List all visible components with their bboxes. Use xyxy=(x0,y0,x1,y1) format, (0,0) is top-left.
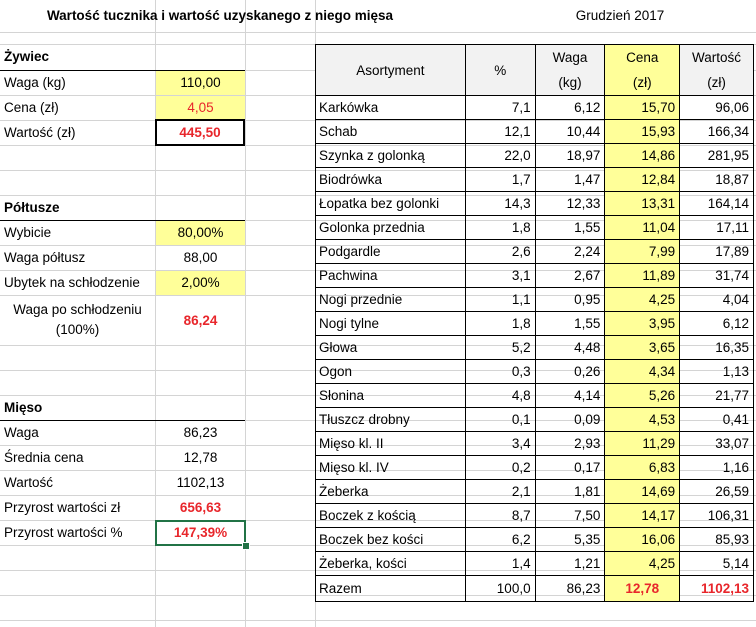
table-row xyxy=(316,552,754,576)
sheet-date: Grudzień 2017 xyxy=(575,8,665,23)
header-asortyment: Asortyment xyxy=(316,45,466,96)
row-name: Pachwina xyxy=(316,264,466,288)
row-cena[interactable]: 4,25 xyxy=(605,552,680,576)
table-row xyxy=(316,96,754,120)
row-wartosc[interactable]: 21,77 xyxy=(680,384,754,408)
table-row xyxy=(316,216,754,240)
row-name: Boczek bez kości xyxy=(316,528,466,552)
row-cena[interactable]: 14,86 xyxy=(605,144,680,168)
table-row xyxy=(316,168,754,192)
row-wartosc[interactable]: 5,14 xyxy=(680,552,754,576)
row-pct[interactable]: 1,8 xyxy=(465,216,535,240)
row-wartosc[interactable]: 0,41 xyxy=(680,408,754,432)
row-cena[interactable]: 11,04 xyxy=(605,216,680,240)
row-cena[interactable]: 11,89 xyxy=(605,264,680,288)
header-wartosc-unit: (zł) xyxy=(680,70,754,96)
row-name: Głowa xyxy=(316,336,466,360)
row-waga[interactable]: 2,67 xyxy=(535,264,605,288)
row-name: Nogi tylne xyxy=(316,312,466,336)
row-waga[interactable]: 1,21 xyxy=(535,552,605,576)
row-pct[interactable]: 22,0 xyxy=(465,144,535,168)
row-pct[interactable]: 14,3 xyxy=(465,192,535,216)
header-cena-unit: (zł) xyxy=(605,70,680,96)
row-wartosc[interactable]: 26,59 xyxy=(680,480,754,504)
table-row xyxy=(316,528,754,552)
row-wartosc[interactable]: 166,34 xyxy=(680,120,754,144)
row-cena[interactable]: 14,69 xyxy=(605,480,680,504)
row-name: Boczek z kością xyxy=(316,504,466,528)
zywiec-cena-label: Cena (zł) xyxy=(4,100,59,115)
total-waga[interactable]: 86,23 xyxy=(535,576,605,602)
row-pct[interactable]: 0,3 xyxy=(465,360,535,384)
header-wartosc: Wartość xyxy=(680,45,754,70)
table-row xyxy=(316,120,754,144)
zywiec-waga-label: Waga (kg) xyxy=(4,75,66,90)
table-row xyxy=(316,360,754,384)
table-row xyxy=(316,192,754,216)
row-name: Łopatka bez golonki xyxy=(316,192,466,216)
row-waga[interactable]: 2,24 xyxy=(535,240,605,264)
table-row xyxy=(316,240,754,264)
row-wartosc[interactable]: 6,12 xyxy=(680,312,754,336)
row-wartosc[interactable]: 4,04 xyxy=(680,288,754,312)
row-cena[interactable]: 14,17 xyxy=(605,504,680,528)
zywiec-wartosc-label: Wartość (zł) xyxy=(4,125,76,140)
row-cena[interactable]: 15,93 xyxy=(605,120,680,144)
row-waga[interactable]: 18,97 xyxy=(535,144,605,168)
header-waga-unit: (kg) xyxy=(535,70,605,96)
row-wartosc[interactable]: 33,07 xyxy=(680,432,754,456)
table-row xyxy=(316,336,754,360)
row-wartosc[interactable]: 31,74 xyxy=(680,264,754,288)
row-pct[interactable]: 4,8 xyxy=(465,384,535,408)
row-name: Żeberka, kości xyxy=(316,552,466,576)
row-wartosc[interactable]: 96,06 xyxy=(680,96,754,120)
row-cena[interactable]: 3,95 xyxy=(605,312,680,336)
table-row xyxy=(316,432,754,456)
table-row xyxy=(316,264,754,288)
row-name: Tłuszcz drobny xyxy=(316,408,466,432)
row-cena[interactable]: 4,25 xyxy=(605,288,680,312)
row-waga[interactable]: 12,33 xyxy=(535,192,605,216)
mieso-waga-cell[interactable]: 86,23 xyxy=(183,425,218,440)
row-wartosc[interactable]: 281,95 xyxy=(680,144,754,168)
sheet-title: Wartość tucznika i wartość uzyskanego z niego mięsa xyxy=(46,8,394,23)
row-name: Mięso kl. IV xyxy=(316,456,466,480)
row-name: Mięso kl. II xyxy=(316,432,466,456)
row-cena[interactable]: 6,83 xyxy=(605,456,680,480)
row-waga[interactable]: 0,09 xyxy=(535,408,605,432)
srednia-cena-cell[interactable]: 12,78 xyxy=(183,450,218,465)
row-wartosc[interactable]: 85,93 xyxy=(680,528,754,552)
mieso-heading: Mięso xyxy=(4,400,43,415)
table-row xyxy=(316,504,754,528)
row-wartosc[interactable]: 17,11 xyxy=(680,216,754,240)
row-name: Nogi przednie xyxy=(316,288,466,312)
srednia-cena-label: Średnia cena xyxy=(4,450,84,465)
row-cena[interactable]: 12,84 xyxy=(605,168,680,192)
waga-po-schlodzeniu-cell[interactable]: 86,24 xyxy=(156,296,245,345)
row-waga[interactable]: 5,35 xyxy=(535,528,605,552)
row-pct[interactable]: 0,1 xyxy=(465,408,535,432)
table-row xyxy=(316,456,754,480)
row-pct[interactable]: 6,2 xyxy=(465,528,535,552)
row-pct[interactable]: 1,8 xyxy=(465,312,535,336)
row-pct[interactable]: 5,2 xyxy=(465,336,535,360)
row-cena[interactable]: 4,53 xyxy=(605,408,680,432)
row-pct[interactable]: 1,7 xyxy=(465,168,535,192)
row-name: Słonina xyxy=(316,384,466,408)
row-name: Golonka przednia xyxy=(316,216,466,240)
wybicie-label: Wybicie xyxy=(4,225,52,240)
row-waga[interactable]: 1,55 xyxy=(535,216,605,240)
row-name: Biodrówka xyxy=(316,168,466,192)
row-name: Ogon xyxy=(316,360,466,384)
assortment-table xyxy=(315,44,754,602)
mieso-wartosc-cell[interactable]: 1102,13 xyxy=(176,475,225,490)
row-waga[interactable]: 0,26 xyxy=(535,360,605,384)
row-cena[interactable]: 3,65 xyxy=(605,336,680,360)
fill-handle[interactable] xyxy=(242,542,250,550)
row-waga[interactable]: 0,17 xyxy=(535,456,605,480)
row-cena[interactable]: 4,34 xyxy=(605,360,680,384)
row-pct[interactable]: 1,1 xyxy=(465,288,535,312)
row-waga[interactable]: 1,55 xyxy=(535,312,605,336)
przyrost-pct-cell-selected[interactable]: 147,39% xyxy=(155,520,246,546)
row-waga[interactable]: 7,50 xyxy=(535,504,605,528)
mieso-waga-label: Waga xyxy=(4,425,39,440)
waga-po-schlodzeniu-label: Waga po schłodzeniu xyxy=(13,302,142,317)
table-row xyxy=(316,408,754,432)
total-wartosc[interactable]: 1102,13 xyxy=(680,576,754,602)
total-label: Razem xyxy=(316,576,466,602)
row-wartosc[interactable]: 164,14 xyxy=(680,192,754,216)
table-row xyxy=(316,144,754,168)
header-percent: % xyxy=(465,45,535,96)
ubytek-label: Ubytek na schłodzenie xyxy=(4,275,140,290)
row-waga[interactable]: 4,48 xyxy=(535,336,605,360)
row-pct[interactable]: 12,1 xyxy=(465,120,535,144)
zywiec-cena-cell[interactable]: 4,05 xyxy=(156,96,245,120)
row-waga[interactable]: 1,81 xyxy=(535,480,605,504)
row-pct[interactable]: 3,1 xyxy=(465,264,535,288)
przyrost-pct-label: Przyrost wartości % xyxy=(4,525,123,540)
row-name: Żeberka xyxy=(316,480,466,504)
table-row xyxy=(316,480,754,504)
header-cena: Cena xyxy=(605,45,680,70)
ubytek-cell[interactable]: 2,00% xyxy=(156,271,245,295)
waga-poltusz-cell[interactable]: 88,00 xyxy=(183,250,218,265)
row-pct[interactable]: 2,6 xyxy=(465,240,535,264)
waga-po-schlodzeniu-label-unit: (100%) xyxy=(55,322,100,337)
row-waga[interactable]: 10,44 xyxy=(535,120,605,144)
table-row xyxy=(316,288,754,312)
total-cena[interactable]: 12,78 xyxy=(605,576,680,602)
row-waga[interactable]: 0,95 xyxy=(535,288,605,312)
row-name: Szynka z golonką xyxy=(316,144,466,168)
row-wartosc[interactable]: 1,13 xyxy=(680,360,754,384)
row-pct[interactable]: 1,4 xyxy=(465,552,535,576)
poltusze-heading: Półtusze xyxy=(4,200,60,215)
row-pct[interactable]: 7,1 xyxy=(465,96,535,120)
mieso-wartosc-label: Wartość xyxy=(4,475,54,490)
row-cena[interactable]: 5,26 xyxy=(605,384,680,408)
row-pct[interactable]: 0,2 xyxy=(465,456,535,480)
row-waga[interactable]: 2,93 xyxy=(535,432,605,456)
przyrost-zl-cell[interactable]: 656,63 xyxy=(179,500,222,515)
row-cena[interactable]: 16,06 xyxy=(605,528,680,552)
table-row xyxy=(316,384,754,408)
przyrost-zl-label: Przyrost wartości zł xyxy=(4,500,121,515)
row-waga[interactable]: 6,12 xyxy=(535,96,605,120)
row-name: Schab xyxy=(316,120,466,144)
row-cena[interactable]: 15,70 xyxy=(605,96,680,120)
total-pct[interactable]: 100,0 xyxy=(465,576,535,602)
row-pct[interactable]: 8,7 xyxy=(465,504,535,528)
row-pct[interactable]: 3,4 xyxy=(465,432,535,456)
row-wartosc[interactable]: 18,87 xyxy=(680,168,754,192)
wybicie-cell[interactable]: 80,00% xyxy=(156,221,245,245)
row-cena[interactable]: 7,99 xyxy=(605,240,680,264)
zywiec-waga-cell[interactable]: 110,00 xyxy=(156,71,245,95)
row-name: Karkówka xyxy=(316,96,466,120)
row-wartosc[interactable]: 17,89 xyxy=(680,240,754,264)
row-cena[interactable]: 11,29 xyxy=(605,432,680,456)
row-wartosc[interactable]: 106,31 xyxy=(680,504,754,528)
row-cena[interactable]: 13,31 xyxy=(605,192,680,216)
row-waga[interactable]: 1,47 xyxy=(535,168,605,192)
table-row xyxy=(316,312,754,336)
header-waga: Waga xyxy=(535,45,605,70)
zywiec-heading: Żywiec xyxy=(4,49,50,64)
waga-poltusz-label: Waga półtusz xyxy=(4,250,86,265)
row-wartosc[interactable]: 16,35 xyxy=(680,336,754,360)
row-name: Podgardle xyxy=(316,240,466,264)
row-pct[interactable]: 2,1 xyxy=(465,480,535,504)
row-wartosc[interactable]: 1,16 xyxy=(680,456,754,480)
row-waga[interactable]: 4,14 xyxy=(535,384,605,408)
zywiec-wartosc-cell[interactable]: 445,50 xyxy=(155,119,245,146)
